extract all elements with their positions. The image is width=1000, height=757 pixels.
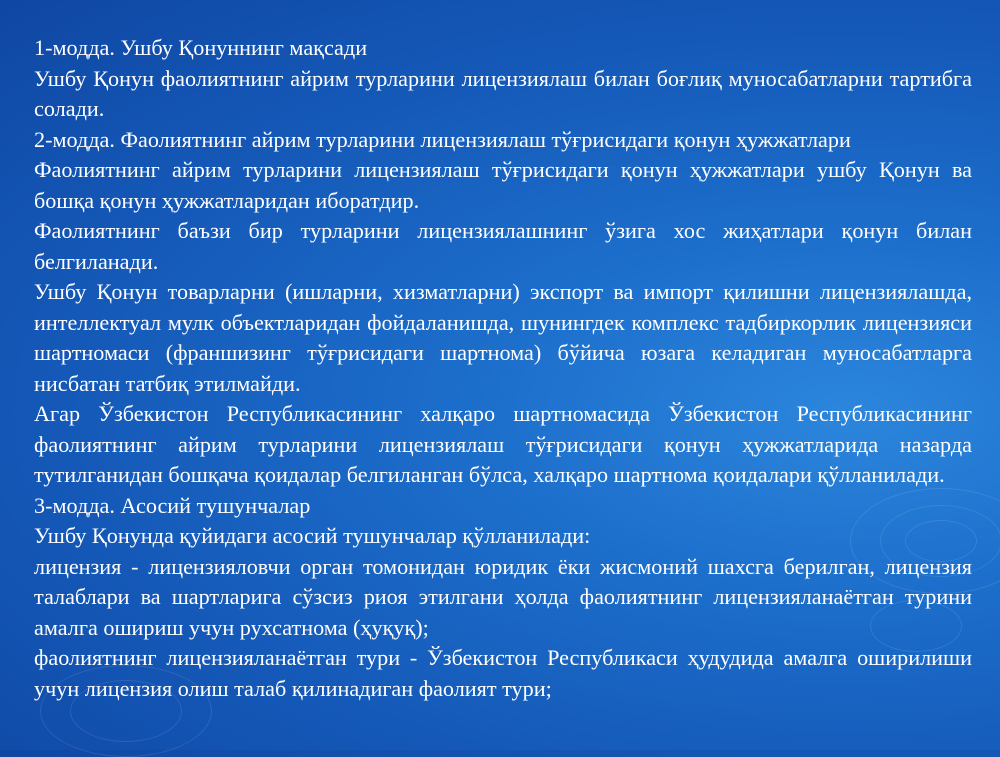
article-2-paragraph: Ушбу Қонун товарларни (ишларни, хизматларни) экспорт ва импорт қилишни лицензиялашда, интеллектуал мулк объектларидан фойдаланишда, шунингдек комплекс тадбиркорлик лицензияси шартномаси (франшизинг тўғрисидаги шартнома) бўйича юзага келадиган муносабатларга нисбатан татбиқ этилмайди. xyxy=(34,279,972,396)
slide-text-body xyxy=(34,33,972,704)
article-2-paragraph: Агар Ўзбекистон Республикасининг халқаро шартномасида Ўзбекистон Республикасининг фаолиятнинг айрим турларини лицензиялаш тўғрисидаги қонун ҳужжатларида назарда тутилганидан бошқача қоидалар белгиланган бўлса, халқаро шартнома қоидалари қўлланилади. xyxy=(34,401,972,487)
article-2-heading: 2-модда. Фаолиятнинг айрим турларини лицензиялаш тўғрисидаги қонун ҳужжатлари xyxy=(34,126,851,152)
article-3-paragraph: фаолиятнинг лицензияланаётган тури - Ўзбекистон Республикаси ҳудудида амалга оширилиши учун лицензия олиш талаб қилинадиган фаолият тури; xyxy=(34,645,972,701)
article-2-paragraph: Фаолиятнинг баъзи бир турларини лицензиялашнинг ўзига хос жиҳатлари қонун билан белгиланади. xyxy=(34,218,972,274)
article-3-paragraph: лицензия - лицензияловчи орган томонидан юридик ёки жисмоний шахсга берилган, лицензия талаблари ва шартларига сўзсиз риоя этилгани ҳолда фаолиятнинг лицензияланаётган турини амалга ошириш учун рухсатнома (ҳуқуқ); xyxy=(34,553,972,640)
article-3-paragraph: Ушбу Қонунда қуйидаги асосий тушунчалар қўлланилади: xyxy=(34,523,591,548)
article-3-heading: 3-модда. Асосий тушунчалар xyxy=(34,492,311,518)
article-2-paragraph: Фаолиятнинг айрим турларини лицензиялаш тўғрисидаги қонун ҳужжатлари ушбу Қонун ва бошқа қонун ҳужжатларидан иборатдир. xyxy=(34,157,972,213)
article-1-paragraph: Ушбу Қонун фаолиятнинг айрим турларини лицензиялаш билан боғлиқ муносабатларни тартибга солади. xyxy=(34,65,972,121)
article-1-heading: 1-модда. Ушбу Қонуннинг мақсади xyxy=(34,35,368,60)
